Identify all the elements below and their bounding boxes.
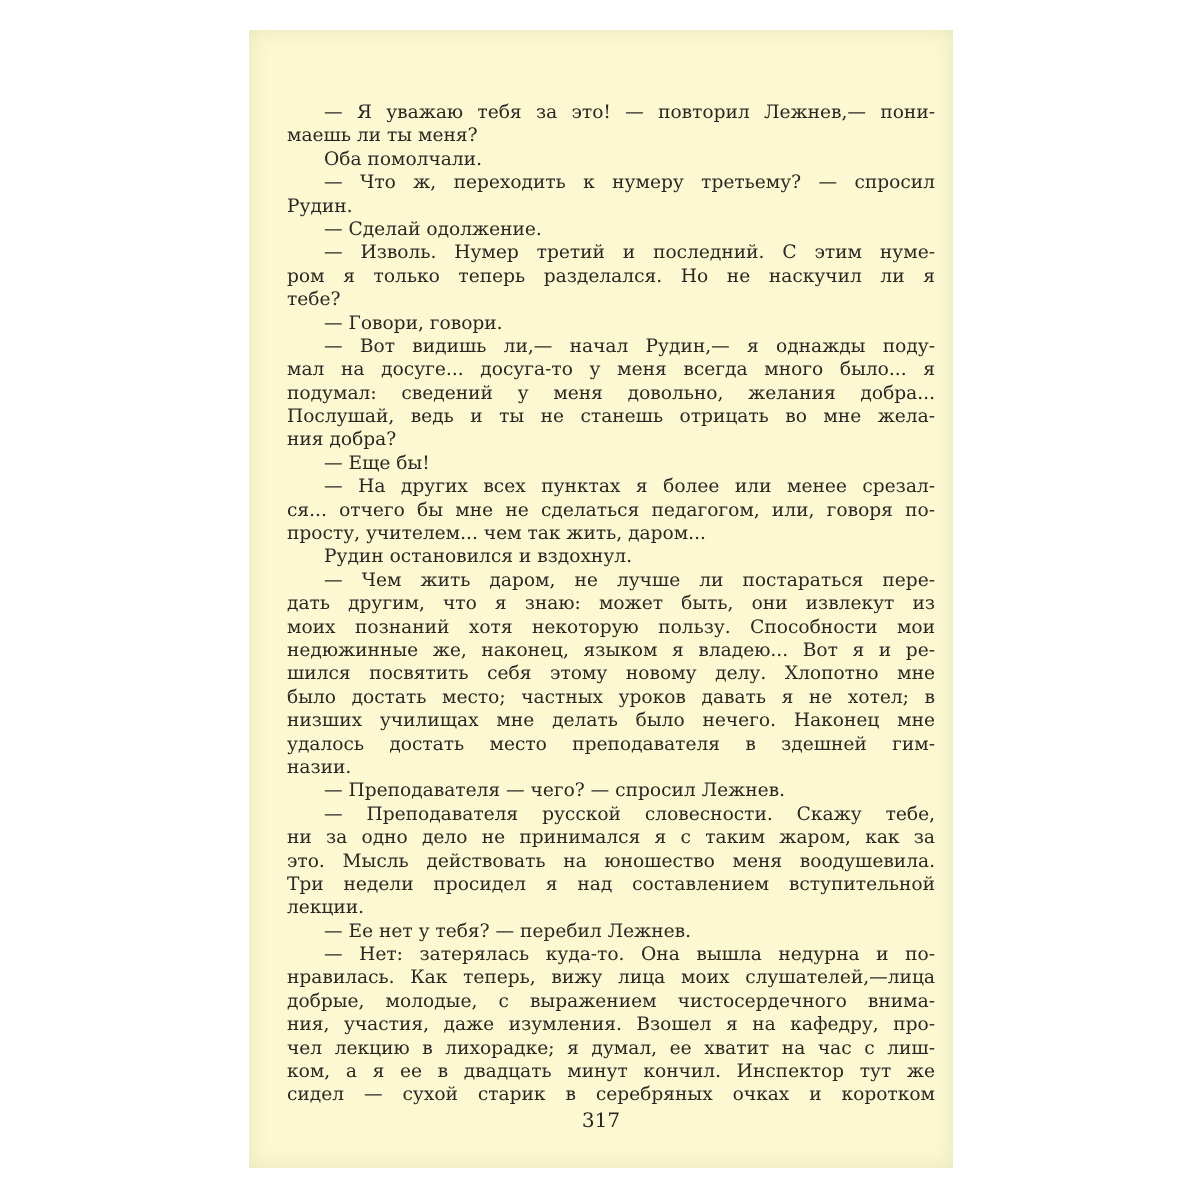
text-line: было достать место; частных уроков давать я не хотел; в xyxy=(287,686,935,708)
text-line: — Сделай одолжение. xyxy=(324,218,542,240)
text-line: — Говори, говори. xyxy=(324,312,503,334)
text-line: Рудин. xyxy=(287,195,353,217)
text-line: это. Мысль действовать на юношество меня воодушевила. xyxy=(287,850,935,872)
text-line: удалось достать место преподавателя в здешней гим- xyxy=(287,733,935,755)
text-line: мал на досуге... досуга-то у меня всегда много было... я xyxy=(287,359,935,381)
text-line: ся... отчего бы мне не сделаться педагогом, или, говоря по- xyxy=(287,499,935,521)
text-line: маешь ли ты меня? xyxy=(287,125,478,147)
page-body-text xyxy=(287,101,935,1107)
text-line: добрые, молодые, с выражением чистосердечного внима- xyxy=(287,990,935,1012)
text-line: шился посвятить себя этому новому делу. Хлопотно мне xyxy=(287,663,935,685)
page-number: 317 xyxy=(581,1108,621,1132)
text-line: — Я уважаю тебя за это! — повторил Лежнев,— пони- xyxy=(324,102,935,123)
text-line: Рудин остановился и вздохнул. xyxy=(324,546,632,568)
text-line: — Преподавателя русской словесности. Скажу тебе, xyxy=(324,803,935,825)
text-line: — Ее нет у тебя? — перебил Лежнев. xyxy=(324,920,692,942)
text-line: ния добра? xyxy=(287,429,397,451)
text-line: ни за одно дело не принимался я с таким жаром, как за xyxy=(287,827,935,849)
text-line: подумал: сведений у меня довольно, желания добра... xyxy=(287,382,935,404)
text-line: — Нет: затерялась куда-то. Она вышла недурна и по- xyxy=(324,944,935,966)
text-line: Три недели просидел я над составлением вступительной xyxy=(287,873,935,895)
text-line: назии. xyxy=(287,756,352,778)
text-line: тебе? xyxy=(287,289,341,311)
text-line: моих познаний хотя некоторую пользу. Способности мои xyxy=(287,616,935,638)
text-line: — Еще бы! xyxy=(324,452,430,474)
text-line: ром я только теперь разделался. Но не наскучил ли я xyxy=(287,265,935,287)
text-line: — Вот видишь ли,— начал Рудин,— я однажды поду- xyxy=(324,335,935,357)
text-line: чел лекцию в лихорадке; я думал, ее хватит на час с лиш- xyxy=(287,1037,935,1059)
text-line: Послушай, ведь и ты не станешь отрицать во мне жела- xyxy=(287,406,935,428)
text-line: просту, учителем... чем так жить, даром... xyxy=(287,523,706,545)
text-line: сидел — сухой старик в серебряных очках и коротком xyxy=(287,1084,935,1106)
text-line: Оба помолчали. xyxy=(324,148,482,170)
text-line: недюжинные же, наконец, языком я владею... Вот я и ре- xyxy=(287,639,935,661)
text-line: — Изволь. Нумер третий и последний. С этим нуме- xyxy=(324,242,935,264)
text-line: — Что ж, переходить к нумеру третьему? — спросил xyxy=(324,172,935,194)
text-line: низших училищах мне делать было нечего. Наконец мне xyxy=(287,710,935,732)
text-line: дать другим, что я знаю: может быть, они извлекут из xyxy=(287,593,935,615)
text-line: — На других всех пунктах я более или менее срезал- xyxy=(324,476,935,498)
text-line: — Чем жить даром, не лучше ли постараться пере- xyxy=(324,569,935,591)
text-line: ния, участия, даже изумления. Взошел я на кафедру, про- xyxy=(287,1014,935,1036)
book-page xyxy=(249,30,953,1168)
text-line: нравилась. Как теперь, вижу лица моих слушателей,—лица xyxy=(287,967,935,989)
text-line: лекции. xyxy=(287,897,365,919)
text-line: — Преподавателя — чего? — спросил Лежнев. xyxy=(324,780,785,802)
text-line: ком, а я ее в двадцать минут кончил. Инспектор тут же xyxy=(287,1061,935,1083)
